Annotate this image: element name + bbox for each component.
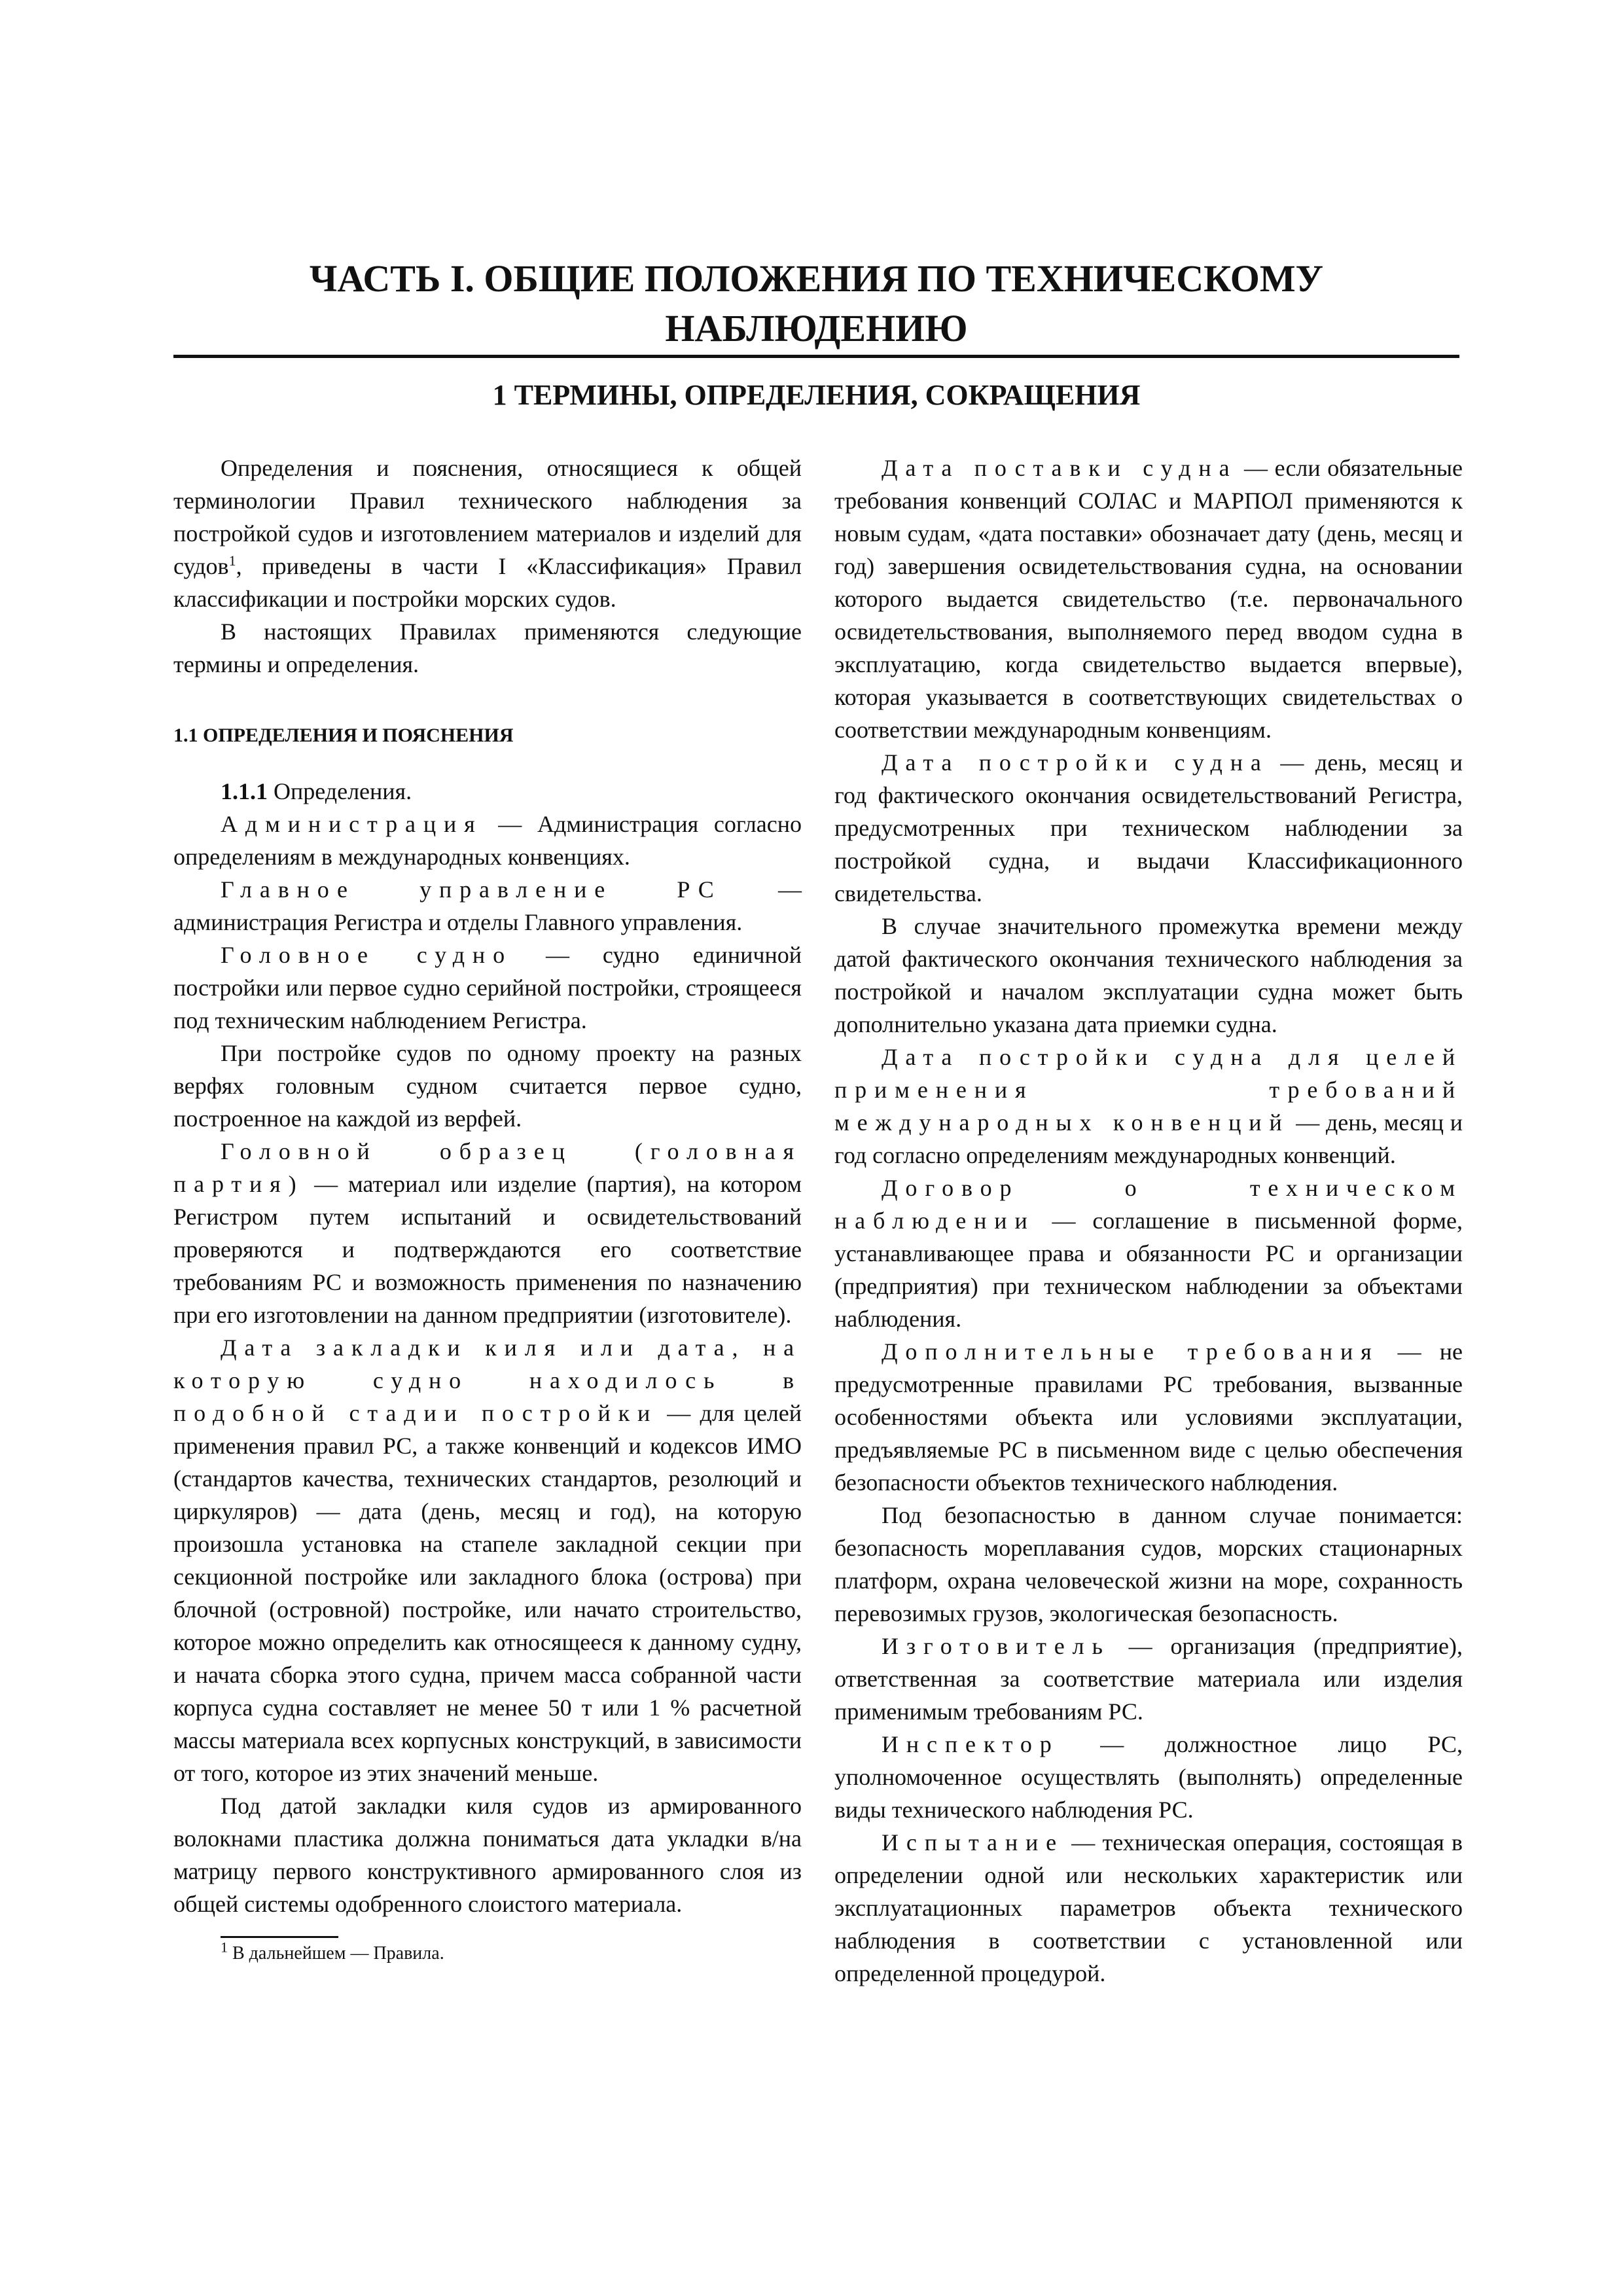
term-manufacturer <box>834 1630 1463 1728</box>
right-column <box>834 452 1463 1990</box>
term-test <box>834 1826 1463 1990</box>
term: Инспектор <box>882 1731 1060 1757</box>
footnote-ref: 1 <box>228 552 236 569</box>
definition: — для целей применения правил РС, а также конвенций и кодексов ИМО (стандартов качества, технических стандартов, резолюций и циркуляров) — дата (день, месяц и год), на которую произошла установка на стапеле закладной секции при секционной постройке или закладного блока (острова) при блочной (островной) постройке, или начато строительство, которое можно определить как относящееся к данному судну, и начата сборка этого судна, причем масса собранной части корпуса судна составляет не менее 50 т или 1 % расчетной массы материала всех корпусных конструкций, в зависимости от того, которое из этих значений меньше. <box>173 1400 802 1786</box>
term: Дата поставки судна <box>882 455 1238 481</box>
term-build-date <box>834 746 1463 910</box>
footnote-mark: 1 <box>221 1939 228 1956</box>
intro-text-b: , приведены в части I «Классификация» Правил классификации и постройки морских судов. <box>173 553 802 612</box>
term: Дата постройки судна <box>882 749 1269 776</box>
intro-text-a: Определения и пояснения, относящиеся к общей терминологии Правил технического наблюдения за постройкой судов и изготовлением материалов и изделий для судов <box>173 455 802 579</box>
definition: — техническая операция, состоящая в определении одной или нескольких характеристик или эксплуатационных параметров объекта технического наблюдения в соответствии с установленной или определенной процедурой. <box>834 1829 1463 1986</box>
term: Дата закладки киля или дата, на которую судно находилось в подобной стадии постройки <box>173 1335 802 1426</box>
paragraph-lead-ship-note: При постройке судов по одному проекту на разных верфях головным судном считается первое судно, построенное на каждой из верфей. <box>173 1040 802 1132</box>
term: Дополнительные требования <box>882 1338 1380 1365</box>
paragraph-keel-frp-note: Под датой закладки киля судов из армированного волокнами пластика должна пониматься дата укладки в/на матрицу первого конструктивного армированного слоя из общей системы одобренного слоистого материала. <box>173 1793 802 1917</box>
term: Дата постройки судна для целей применения требований международных конвенций <box>834 1044 1463 1136</box>
definition: — организация (предприятие), ответственная за соответствие материала или изделия применимым требованиям РС. <box>834 1633 1463 1725</box>
intro-paragraph <box>173 452 802 615</box>
definition: — соглашение в письменной форме, устанавливающее права и обязанности РС и организации (предприятия) при техническом наблюдении за объектами наблюдения. <box>834 1208 1463 1332</box>
term: Изготовитель <box>882 1633 1111 1659</box>
paragraph-acceptance-date-note: В случае значительного промежутка времени между датой фактического окончания технического наблюдения за постройкой и началом эксплуатации судна может быть дополнительно указана дата приемки судна. <box>834 913 1463 1037</box>
paragraph-safety-note: Под безопасностью в данном случае понимается: безопасность мореплавания судов, морских стационарных платформ, охрана человеческой жизни на море, сохранность перевозимых грузов, экологическая безопасность. <box>834 1502 1463 1626</box>
definition: — если обязательные требования конвенций СОЛАС и МАРПОЛ применяются к новым судам, «дата поставки» обозначает дату (день, месяц и год) завершения освидетельствования судна, на основании которого выдается свидетельство (т.е. первоначального освидетельствования, выполняемого перед вводом судна в эксплуатацию, когда свидетельство выдается впервые), которая указывается в соответствующих свидетельствах о соответствии международным конвенциям. <box>834 455 1463 743</box>
term-lead-sample <box>173 1135 802 1331</box>
term-delivery-date <box>834 452 1463 746</box>
subsection-heading: 1.1 ОПРЕДЕЛЕНИЯ И ПОЯСНЕНИЯ <box>173 725 514 746</box>
term: Головное судно <box>221 942 512 968</box>
definition: — администрация Регистра и отделы Главного управления. <box>173 876 802 935</box>
part-title: ЧАСТЬ I. ОБЩИЕ ПОЛОЖЕНИЯ ПО ТЕХНИЧЕСКОМУ НАБЛЮДЕНИЮ <box>309 257 1324 350</box>
definition: — Администрация согласно определениям в международных конвенциях. <box>173 811 802 870</box>
definition: — не предусмотренные правилами РС требования, вызванные особенностями объекта или условиями эксплуатации, предъявляемые РС в письменном виде с целью обеспечения безопасности объектов технического наблюдения. <box>834 1338 1463 1496</box>
definition: — должностное лицо РС, уполномоченное осуществлять (выполнять) определенные виды технического наблюдения РС. <box>834 1731 1463 1823</box>
term-build-date-conventions <box>834 1041 1463 1172</box>
term-administration <box>173 808 802 873</box>
term: Администрация <box>221 811 483 837</box>
footnote-rule <box>221 1936 338 1938</box>
term: Головной образец (головная партия) <box>173 1138 802 1197</box>
term-lead-ship <box>173 939 802 1037</box>
definition: — судно единичной постройки или первое судно серийной постройки, строящееся под техническим наблюдением Регистра. <box>173 942 802 1033</box>
intro-paragraph-2: В настоящих Правилах применяются следующие термины и определения. <box>173 619 802 677</box>
left-column <box>173 452 802 1965</box>
term-head-office <box>173 873 802 939</box>
clause-number: 1.1.1 <box>221 778 268 804</box>
term: Главное управление РС <box>221 876 722 903</box>
term-additional-requirements <box>834 1335 1463 1499</box>
footnote <box>173 1939 802 1965</box>
term-survey-agreement <box>834 1172 1463 1335</box>
footnote-text: В дальнейшем — Правила. <box>228 1943 444 1964</box>
section-title: 1 ТЕРМИНЫ, ОПРЕДЕЛЕНИЯ, СОКРАЩЕНИЯ <box>492 379 1141 411</box>
term: Договор о техническом наблюдении <box>834 1175 1463 1234</box>
term-keel-laying-date <box>173 1331 802 1789</box>
definition: — день, месяц и год фактического окончания освидетельствований Регистра, предусмотренных при техническом наблюдении за постройкой судна, и выдачи Классификационного свидетельства. <box>834 749 1463 906</box>
definition: — материал или изделие (партия), на котором Регистром путем испытаний и освидетельствований проверяются и подтверждаются его соответствие требованиям РС и возможность применения по назначению при его изготовлении на данном предприятии (изготовителе). <box>173 1171 802 1328</box>
term: Испытание <box>882 1829 1065 1856</box>
definition: — день, месяц и год согласно определениям международных конвенций. <box>834 1109 1463 1168</box>
term-inspector <box>834 1728 1463 1826</box>
definitions-label <box>173 775 802 808</box>
title-rule <box>173 355 1459 358</box>
clause-label: Определения. <box>268 778 412 804</box>
